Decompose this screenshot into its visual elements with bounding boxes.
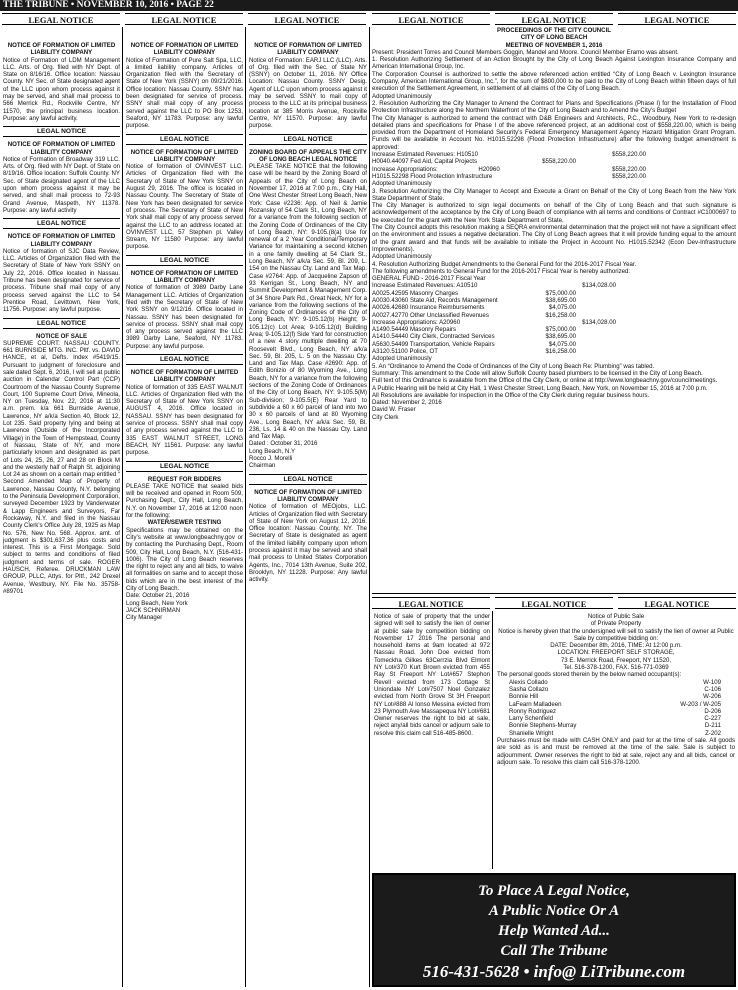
budget-row: Increase Estimated Revenues: A10510 $134,028.00 (372, 282, 616, 290)
section-separator: LEGAL NOTICE (3, 318, 120, 329)
section-separator: LEGAL NOTICE (126, 461, 243, 472)
budget-row: A1490.54449 Masonry Repairs $75,000.00 (372, 326, 576, 334)
page-header: THE TRIBUNE • NOVEMBER 10, 2016 • PAGE 22 (0, 0, 738, 11)
sale-address: 73 E. Merrick Road, Freeport, NY 11520, (560, 656, 672, 664)
budget-label: H1015.52298 Flood Protection Infrastructure (372, 172, 493, 180)
section-header: LEGAL NOTICE (495, 13, 613, 25)
notice-body: Specifications may be obtained on the City’s website at www.longbeachny.gov or by contacting the Purchasing Dept., Room 509, City Hall, Long Beach, N.Y. (516-431-1006). The City of Long Beach reserves the right to reject any and all bids, to waive all formalities on same and to accept those bids which are in the best interest of the City of Long Beach. (126, 526, 243, 592)
budget-table-2 (372, 282, 736, 355)
column-rule (492, 611, 493, 869)
budget-amount: $558,220.00 (542, 158, 576, 166)
section-header: LEGAL NOTICE (372, 13, 490, 25)
signature-line: Chairman (249, 462, 276, 470)
ad-line: Call The Tribune (500, 943, 608, 959)
paragraph: Full text of this Ordinance is available from the Office of the City Clerk, or online at http://www.longbeachny.gov/councilmeetings. (372, 377, 718, 385)
notice-body: Notice of formation of SJC Data Review, LLC. Articles of Organization filed with the Secretary of State of New York SSNY on July 22, 2016. Office located in Nassau. Tribune has been designated for service of process. Tribune shall mail copy of any process served against the LLC to 54 Prentice Road, Levittown, New York, 11756. Purpose: any lawful purpose. (3, 247, 120, 314)
paragraph: Summary: This amendment to the Code will allow Suffolk County based plumbers to be licensed in the City of Long Beach. (372, 369, 703, 377)
tribune-ad-box (372, 873, 736, 987)
section-separator: LEGAL NOTICE (126, 354, 243, 365)
budget-row: A5630.54499 Transportation, Vehicle Repairs $4,075.00 (372, 340, 576, 348)
list-item: Ronny Rodriguez D-206 (509, 707, 721, 715)
signature-line: Date: October 21, 2016 (126, 592, 190, 600)
notice-title: NOTICE OF FORMATION OF LIMITED LIABILITY COMPANY (7, 233, 116, 248)
paragraph: 4. Resolution Authorizing Budget Amendments to the General Fund for the 2016-2017 Fiscal Year. (372, 260, 637, 268)
section-header: LEGAL NOTICE (2, 13, 120, 25)
notice-body: PLEASE TAKE NOTICE that sealed bids will be received and opened in Room 509, Purchasing Dept., City Hall, Long Beach, N.Y. on November 17, 2016 at 12:00 noon for the following: (126, 482, 243, 520)
section-header: LEGAL NOTICE (618, 597, 736, 609)
budget-table-1 (372, 151, 736, 180)
notice-3989-darby-lane (126, 270, 243, 350)
notice-pure-salt-spa (126, 42, 243, 130)
ad-contact[interactable]: 516-431-5628 • info@ LiTribune.com (422, 962, 686, 981)
section-header: LEGAL NOTICE (618, 13, 736, 25)
signature-line: Long Beach, New York (126, 599, 188, 607)
notice-broadway-319 (3, 141, 120, 214)
budget-amount: $558,220.00 (612, 151, 646, 159)
budget-row: A0025.42595 Masonry Charges $75,000.00 (372, 289, 576, 297)
column-1 (3, 42, 120, 987)
budget-row: A0026.42680 Insurance Reimbursements $4,075.00 (372, 304, 576, 312)
notice-title: NOTICE OF FORMATION OF LIMITED LIABILITY COMPANY (254, 488, 362, 503)
notice-body: Notice of formation of OVINVEST LLC. Articles of Organization filed with the Secretary of State of New York SSNY on August 29, 2016. The office is located in Nassau County. The Secretary of State of New York has been designated for service of process. The Secretary of State of New York shall mail copy of any process served against the LLC to an address located at: OVINVEST LLC, 57 Stephen pl. Valley Stream, NY 11580 Purpose: any lawful purpose. (126, 163, 243, 251)
request-for-bidders (126, 476, 243, 622)
paragraph: 5. An “Ordinance to Amend the Code of Ordinances of the City of Long Beach Re: Plumbing” was tabled. (372, 362, 655, 370)
notice-title: NOTICE OF FORMATION OF LIMITED LIABILITY COMPANY (130, 148, 239, 163)
notice-sale-of-property (374, 613, 490, 871)
budget-row: A1410.54440 City Clerk, Contracted Services $38,695.00 (372, 333, 576, 341)
budget-row: A0030.43060 State Aid, Records Management $38,695.00 (372, 296, 576, 304)
notice-meojobs (249, 489, 367, 584)
section-header: LEGAL NOTICE (248, 13, 366, 25)
list-item: Larry Schenfield C-227 (509, 715, 721, 723)
notice-public-sale (497, 613, 735, 871)
notice-body: Purchases must be made with CASH ONLY and paid for at the time of sale. All goods are sold as is and must be removed at the time of the sale. Sale is subject to adjournment. Owner reserves the right to bid at sale, reject any and all bids, cancel or adjourn sale. To resolve this claim call 516-378-1200. (497, 737, 735, 766)
budget-row: A3120.51100 Police, OT $16,258.00 (372, 348, 576, 356)
section-header: LEGAL NOTICE (125, 13, 243, 25)
section-separator: LEGAL NOTICE (126, 134, 243, 145)
signature-line: JACK SCHNIRMAN (126, 606, 181, 614)
notice-body: Notice of Formation of Pure Salt Spa, LLC, a limited liability company. Articles of Organization filed with the Secretary of State of New York (SSNY) on 09/21/2016. Office location: Nassau County. SSNY has been designated for service of process. SSNY shall mail copy of any process served against the LLC to PO Box 1253, Seaford, NY 11783. Purpose: any lawful purpose. (126, 56, 243, 130)
notice-title: ZONING BOARD OF APPEALS THE CITY OF LONG BEACH LEGAL NOTICE (249, 148, 367, 163)
budget-row: Increase Appropriations: A20960 $134,028.00 (372, 318, 616, 326)
occupants-title: The personal goods stored therein by the below named occupant(s): (497, 671, 682, 679)
budget-row (372, 158, 736, 165)
list-item: Bonnie Hill W-206 (509, 693, 721, 701)
paragraph: 3. Resolution Authorizing the City Manager to Accept and Execute a Grant on Behalf of the City of Long Beach from the New York State Department of State. (372, 187, 736, 202)
paragraph: 1. Resolution Authorizing Settlement of an Action Brought by the City of Long Beach Against Lexington Insurance Company and American International Group, Inc. (372, 56, 736, 71)
sale-location: LOCATION: FREEPORT SELF STORAGE, (557, 649, 675, 657)
notice-body: Notice of Formation: EARJ LLC (LLC). Arts. of Org. filed with the Sec. of State NY (SSNY) on October 11, 2016. NY Office Location: Nassau County. SSNY Desig. Agent of LLC upon whom process against it may be served. SSNY to mail copy of process to the LLC at its principal business location at 385 Morris Avenue, Rockville Centre, NY 11570. Purpose: any lawful purpose. (249, 56, 367, 130)
notice-body: Notice is hereby given that the undersigned will sell to satisfy the lien of owner at Public Sale by competitive bidding on: (498, 627, 734, 642)
divider (372, 593, 736, 594)
section-header: LEGAL NOTICE (495, 597, 613, 609)
notice-earj-llc (249, 42, 367, 130)
ad-line: Help Wanted Ad... (498, 923, 610, 939)
budget-label: Increase Estimated Revenues: H10510 (372, 151, 479, 159)
budget-row (372, 166, 736, 173)
section-header: LEGAL NOTICE (372, 597, 490, 609)
list-item: Sasha Collazo C-106 (509, 685, 721, 693)
column-2 (126, 42, 243, 987)
budget-row: A0027.42770 Other Unclassified Revenues $16,258.00 (372, 311, 576, 319)
clerk-name: David W. Fraser (372, 406, 416, 414)
list-item: Shanielle Wright Z-202 (509, 729, 721, 737)
column-rule (245, 27, 246, 987)
notice-body: Notice of Formation of Broadway 319 LLC. Arts. of Org. filed with NY Dept. of State on 8/19/16. Office location: Suffolk County. NY Sec. of State designated agent of the LLC upon whom process against it may be served, and shall mail process to 72-93 Grand Avenue, Maspeth, NY 11378. Purpose: any lawful activity (3, 155, 120, 214)
notice-title: NOTICE OF FORMATION OF LIMITED LIABILITY COMPANY (130, 368, 239, 384)
notice-of-sale (3, 333, 120, 596)
notice-title: NOTICE OF FORMATION OF LIMITED LIABILITY COMPANY (130, 42, 239, 57)
proceedings-city: CITY OF LONG BEACH (520, 34, 588, 42)
notice-title: REQUEST FOR BIDDERS (147, 475, 222, 483)
budget-amount: $558,220.00 (612, 165, 646, 173)
clerk-title: City Clerk (372, 413, 399, 421)
list-item: LaFearn Malladeen W-203 / W-205 (509, 700, 721, 708)
notice-title: NOTICE OF FORMATION OF LIMITED LIABILITY COMPANY (130, 269, 239, 285)
ad-line: To Place A Legal Notice, (478, 883, 630, 899)
list-item: Alexis Collado W-109 (509, 678, 721, 686)
signature-line: Dated : October 31, 2016 (249, 440, 318, 448)
notice-335-east-walnut (126, 369, 243, 457)
occupant-list (497, 679, 735, 737)
paragraph: Present: President Torres and Council Members Goggin, Mandel and Moore. Council Member Eramo was absent. (372, 48, 679, 56)
city-council-proceedings (372, 27, 736, 421)
section-separator: LEGAL NOTICE (3, 126, 120, 137)
paragraph: The Corporation Counsel is authorized to settle the above referenced action entitled “City of Long Beach v. Lexington Insurance Company, American International Group, Inc.”, for the sum of $800,000 to be paid to the City of Long Beach within fifteen days of full execution of the Settlement Agreement, in settlement of all claims of the City of Long Beach. (372, 70, 736, 93)
section-separator: LEGAL NOTICE (249, 134, 367, 145)
paragraph: Adopted Unanimously (372, 92, 432, 100)
ad-line: A Public Notice Or A (488, 903, 620, 919)
proceedings-meeting: MEETING OF NOVEMBER 1, 2016 (505, 41, 603, 49)
paragraph: The following amendments to General Fund for the 2016-2017 Fiscal Year is hereby authorized: (372, 267, 631, 275)
notice-sjc-data-review (3, 233, 120, 313)
budget-label: H0040.44097 Fed Aid, Capital Projects (372, 158, 478, 166)
sale-phone: Tel. 516-378-1200, FAX. 516-771-0369 (563, 664, 669, 672)
notice-title: Notice of Public Sale (587, 613, 645, 620)
signature-line: City Manager (126, 614, 163, 622)
paragraph: A Public Hearing will be held at City Hall, 1 West Chester Street, Long Beach, New York, on November 15, 2016 at 7:00 p.m. (372, 384, 708, 392)
paragraph: The City Manager is authorized to amend the contract with D&B Engineers and Architects, P.C., Woodbury, New York to re-design detailed plans and specifications for Phase I of the above referenced project, at an additional cost of $558,220.00, which is being provided from the Department of Homeland Security’s Federal Emergency Management Agency Hazard Mitigation Grant Program. Funds will be available in Account No. H1015.52298 (Flood Protection Infrastructure) after the following budget amendment is approved: (372, 114, 736, 151)
budget-amount: $558,220.00 (612, 172, 646, 180)
section-separator: LEGAL NOTICE (3, 218, 120, 229)
notice-body: Notice of sale of property that the under signed will sell to satisfy the lien of owner at public sale by competition bidding on November 17 2016 The personal and household items at 9am located at 972 Nassau Road. John Doe evicted from Tomeckha Gilkes 63Cerrzia Blvd Elmont NY Lot#370 Kurt Brown evicted from 455 Ray St Freeport NY Lot#657 Stephon Revell evicted from 173 Cottage St Uniondale NY Lot#7507 Noel Gonzalez evicted from North Grove St 3H Freeport NY Lot#888 Al Ionso Messina evicted from 23 Plymouth Ave Massapequa NY Lot#681 Owner reserves the right to bid at sale, reject any/all bids cancel or adjourn sale to resolve this claim call 516-485-8600. (374, 613, 490, 737)
paragraph: Adopted Unanimously (372, 355, 432, 363)
list-item: Bonnie Stephens-Murray D-211 (509, 722, 721, 730)
notice-title: NOTICE OF FORMATION OF LIMITED LIABILITY COMPANY (7, 141, 116, 156)
notice-title: NOTICE OF SALE (35, 332, 88, 340)
signature-line: Rocco J. Morelli (249, 455, 293, 463)
section-separator: LEGAL NOTICE (126, 255, 243, 266)
notice-title: of Private Property (590, 620, 642, 628)
budget-row (372, 173, 736, 180)
column-3 (249, 42, 367, 987)
paragraph: 2. Resolution Authorizing the City Manager to Amend the Contract for Plans and Specifications (Phase I) for the Installation of Flood Protection Infrastructure along the Northern Waterfront of the City of Long Beach and to Amend the City’s Budget (372, 99, 736, 115)
column-rule (369, 27, 370, 987)
notice-zoning-board (249, 149, 367, 470)
budget-label: Increase Appropriations: H20960 (372, 165, 500, 173)
notice-ldm-management (3, 42, 120, 122)
proceedings-title: PROCEEDINGS OF THE CITY COUNCIL (497, 27, 611, 34)
signature-line: Long Beach, N.Y (249, 447, 296, 455)
paragraph: GENERAL FUND - 2016-2017 Fiscal Year (372, 275, 486, 283)
notice-body: SUPREME COURT: NASSAU COUNTY. 661 BURNSIDE MTG. INC. Pltf. vs. DAVID HANCE, et al, Defts. Index #5419/15. Pursuant to judgment of foreclosure and sale dated Sept. 6, 2016, I will sell at public auction in Calendar Control Part (CCP) Courtroom of the Nassau County Supreme Court, 100 Supreme Court Drive, Mineola, NY on Tuesday, Nov. 22, 2016 at 11:30 a.m. prem. k/a 661 Burnside Avenue, Lawrence, NY a/k/a Section 40, Block 12, Lot 235. Said property lying and being at Lawrence (Outside of the Incorporated Village) in the Town of Hempstead, County of Nassau, State of NY, and more particularly known and designated as part of Lots 24, 25, 26, 27 and 28 on Block M and the westerly half of Ralph St. adjoining Lot 24 as shown on a certain map entitled “ Second Amended Map of Property of Lawrence, Nassau County, N.Y. belonging to the Peninsula Development Corporation, surveyed December 1923 by Vanderwater & Lapp Engineers and Surveyors, Far Rockaway, N.Y. and filed in the Nassau County Clerk’s Office July 28, 1925 as Map No. 576, New No. 568. Approx. amt. of judgment is $301,637.36 plus costs and interest. This is a First Mortgage. Sold subject to terms and conditions of filed judgment and terms of sale. ROGER HAUSCH, Referee. DRUCKMAN LAW GROUP, PLLC, Attys. for Pltf., 242 Drexel Avenue, Westbury, NY. File No. 35758- #89701 (3, 339, 120, 595)
column-rule (122, 27, 123, 987)
notice-title: NOTICE OF FORMATION OF LIMITED LIABILITY COMPANY (7, 42, 116, 57)
notice-body: Notice of formation of 3989 Darby Lane Management LLC. Articles of Organization filed with the Secretary of State of New York SSNY on 9/12/16. Office located in Nassau. SSNY has been designated for service of process. SSNY shall mail copy of any process served against the LLC 3989 Darby Lane, Seaford, NY 11783. Purpose: any lawful purpose. (126, 284, 243, 350)
notice-ovinvest (126, 149, 243, 251)
paragraph: Adopted Unanimously (372, 253, 432, 261)
sale-date: DATE: December 8th, 2016, TIME: At 12:00 p.m. (550, 642, 682, 650)
section-separator: LEGAL NOTICE (249, 474, 367, 485)
dated-line: Dated: November 2, 2016 (372, 399, 442, 407)
notice-body: Notice of formation of 335 EAST WALNUT LLC. Articles of Organization filed with the Secretary of State of New York SSNY on AUGUST 4, 2016. Office located in NASSAU. SSNY has been designated for service of process. SSNY shall mail copy of any process served against the LLC to 335 EAST WALNUT STREET, LONG BEACH, NY 11561. Purpose: any lawful purpose. (126, 383, 243, 457)
notice-subtitle: WATER/SEWER TESTING (147, 519, 222, 527)
paragraph: All Resolutions are available for inspection in the Office of the City Clerk during regular business hours. (372, 391, 650, 399)
paragraph: The City Manager is authorized to sign legal documents on behalf of the City of Long Beach and that such signature is acknowledgement of the acceptance by the City of Long Beach of compliance with all terms and conditions of Contract #C1000697 to be executed for the grant with the New York State Department of State. (372, 202, 736, 224)
notice-body: Notice of Formation of LDM Management LLC. Arts. of Org. filed with NY Dept. of State on 8/16/16. Office location: Nassau County. NY Sec. of State designated agent of the LLC upon whom process against it may be served, and shall mail process to 566 Merrick Rd., Rockville Centre, NY 11570, the principal business location. Purpose: any lawful activity. (3, 56, 120, 122)
notice-body: Notice of formation of MEOjobs, LLC. Articles of Organization filed with Secretary of State of New York on August 12, 2016. Office location: Nassau County, NY. The Secretary of State is designated as agent of the limited liability company upon whom process against it may be served and shall mail process to United States Corporation Agents, Inc., 7014 13th Avenue, Suite 202, Brooklyn, NY 11228. Purpose: Any lawful activity. (249, 503, 367, 584)
notice-title: NOTICE OF FORMATION OF LIMITED LIABILITY COMPANY (254, 42, 362, 57)
paragraph: The City Council adopts this resolution making a SEQRA environmental determination that the project will not have a significant effect on the environment and issues a negative declaration. The City of Long Beach agrees that it will provide funding equal to the amount of the grant award and that funds will be available to initiate the Project in Account No. H1015.52342 (Econ Dev-Infrastructure Improvements). (372, 224, 736, 253)
notice-body: PLEASE TAKE NOTICE that the following case will be heard by the Zoning Board of Appeals of the City of Long Beach on November 17, 2016 at 7:00 p.m., City Hall, One West Chester Street Long Beach, New York: Case #2236: App. of Neil & Jamie Rozansky of 54 Clark St., Long Beach, NY for a variance from the following section of the Zoning Code of Ordinances of the City of Long Beach, NY: 9-105.(8(a) Use for renewal of a 2 Year Conditional/Temporary Variance for maintaining a second kitchen in a one family dwelling at 54 Clark St., Long Beach, NY a/k/a Sec. 59, Bl. 209, L. 154 on the Nassau Cty. Land and Tax Map. Case #2764: App. of Jacqueline Zapson of 93 Kerrigan St., Long Beach, NY and Summit Development & Management Corp. of 34 Shore Park Rd., Great Neck, NY for a variance from the following sections of the Zoning Code of Ordinances of the City of Long Beach, NY: 9-105.12(b) Height; 9-105.12(c) Lot Area; 9-105.12(d) Building Area; 9-105.12(f) Side Yard for construction of a new 4 story multiple dwelling at 70 Roosevelt Blvd., Long Beach, NY a/k/a Sec. 59, Bl. 205, L. 5 on the Nassau Cty. Land and Tax Map. Case #2690: App. of Edith Bonizio of 80 Wyoming Ave., Long Beach, NY for a variance from the following sections of the Zoning Code of Ordinances of the City of Long Beach, NY: 9-105.5(M) Sub-division; 9-105.5(E) Rear Yard to subdivide a 60 x 60 parcel of land into two 30 x 60 parcels of land at 80 Wyoming Ave., Long Beach, NY a/k/a Sec. 59, Bl. 236, Ls. 14 & 40 on the Nassau Cty. Land and Tax Map. (249, 163, 367, 441)
paragraph: Adopted Unanimously (372, 180, 432, 188)
budget-row (372, 151, 736, 158)
